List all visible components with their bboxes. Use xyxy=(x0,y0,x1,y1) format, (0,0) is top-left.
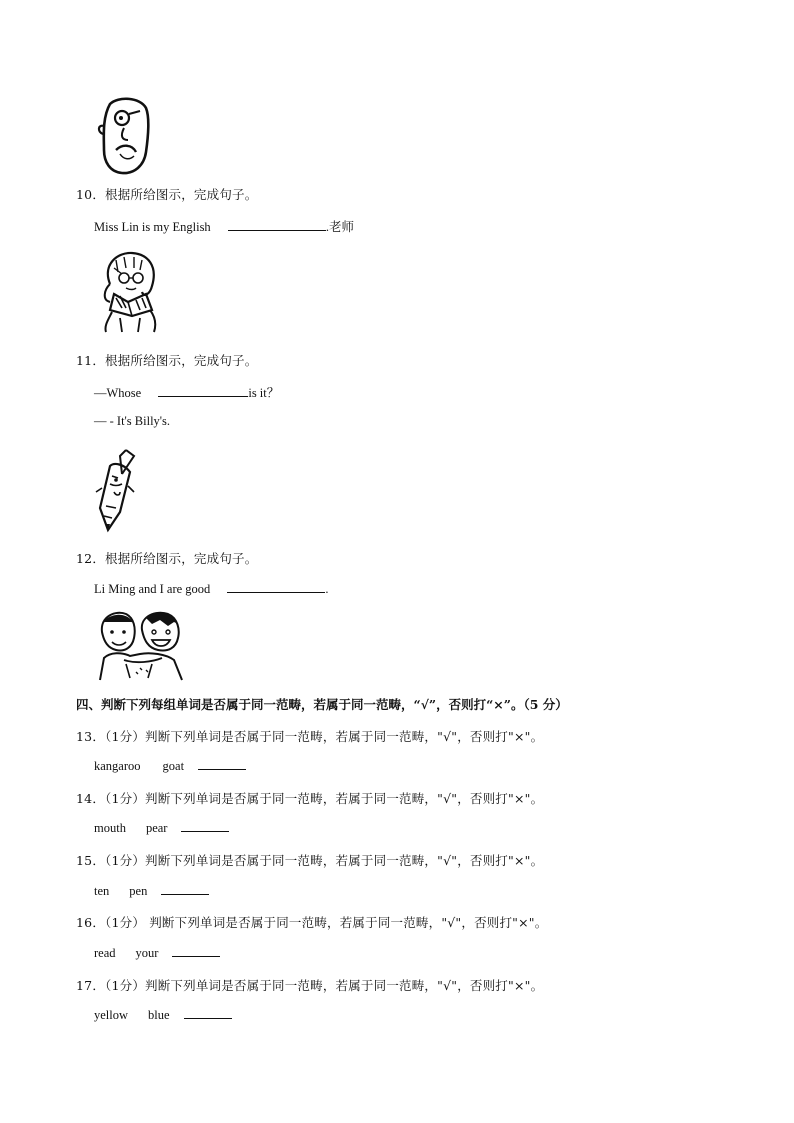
answer-blank[interactable] xyxy=(161,883,209,895)
answer-blank[interactable] xyxy=(198,758,246,770)
answer-line-11: —Whose is it？ xyxy=(94,386,280,400)
question-13: 13．（1分）判断下列单词是否属于同一范畴，若属于同一范畴，"√"，否则打"×"。 xyxy=(76,729,544,744)
question-number: 12 xyxy=(76,551,93,566)
friends-illustration xyxy=(96,608,186,686)
face-icon xyxy=(96,98,156,176)
answer-blank[interactable] xyxy=(181,820,229,832)
face-illustration xyxy=(96,98,156,180)
answer-blank[interactable] xyxy=(184,1007,232,1019)
word-pair-17: yellow blue xyxy=(94,1007,232,1023)
question-12: 12．根据所给图示，完成句子。 xyxy=(76,551,258,566)
pencil-illustration xyxy=(90,446,140,538)
section-heading: 四、判断下列每组单词是否属于同一范畴，若属于同一范畴，“√”，否则打“×”。（5 分） xyxy=(76,697,568,712)
question-prompt: 根据所给图示，完成句子。 xyxy=(105,187,258,202)
question-10: 10．根据所给图示，完成句子。 xyxy=(76,187,258,202)
question-number: 11 xyxy=(76,353,93,368)
question-16: 16．（1分） 判断下列单词是否属于同一范畴，若属于同一范畴，"√"，否则打"×"。 xyxy=(76,915,548,930)
teacher-reading-icon xyxy=(96,250,166,336)
answer-blank[interactable] xyxy=(158,385,248,397)
teacher-illustration xyxy=(96,250,166,340)
question-11: 11．根据所给图示，完成句子。 xyxy=(76,353,258,368)
answer-line-12: Li Ming and I are good . xyxy=(94,582,329,596)
question-15: 15．（1分）判断下列单词是否属于同一范畴，若属于同一范畴，"√"，否则打"×"。 xyxy=(76,853,544,868)
question-prompt: 根据所给图示，完成句子。 xyxy=(105,551,258,566)
answer-blank[interactable] xyxy=(172,945,220,957)
word-pair-13: kangaroo goat xyxy=(94,758,246,774)
question-17: 17．（1分）判断下列单词是否属于同一范畴，若属于同一范畴，"√"，否则打"×"。 xyxy=(76,978,544,993)
question-number: 10 xyxy=(76,187,93,202)
answer-line-10: Miss Lin is my English .老师 xyxy=(94,220,354,234)
word-pair-14: mouth pear xyxy=(94,820,229,836)
dialogue-reply-11: — - It's Billy's. xyxy=(94,414,171,428)
two-friends-icon xyxy=(96,608,186,682)
pencil-character-icon xyxy=(90,446,140,534)
answer-blank[interactable] xyxy=(228,219,326,231)
word-pair-15: ten pen xyxy=(94,883,209,899)
question-prompt: 根据所给图示，完成句子。 xyxy=(105,353,258,368)
word-pair-16: read your xyxy=(94,945,220,961)
answer-blank[interactable] xyxy=(227,581,325,593)
question-14: 14．（1分）判断下列单词是否属于同一范畴，若属于同一范畴，"√"，否则打"×"。 xyxy=(76,791,544,806)
